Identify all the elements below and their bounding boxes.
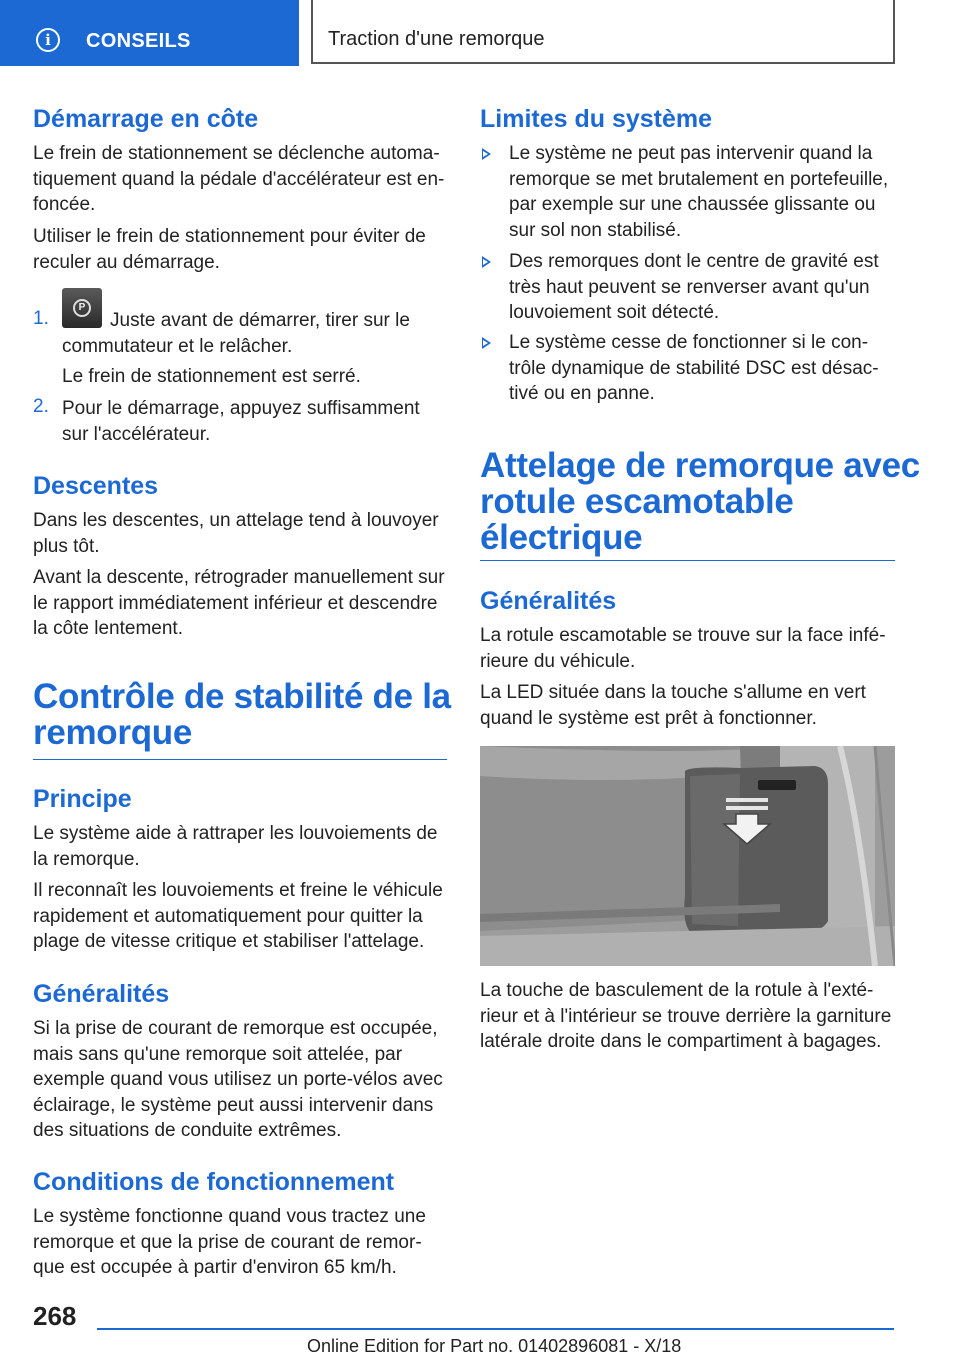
paragraph: Utiliser le frein de stationnement pour éviter de reculer au démarrage. [33,226,426,273]
paragraph: Si la prise de courant de remorque est occupée, mais sans qu'une remorque soit attelée, par exemple quand vous utilisez un porte-vélos avec éclairage, le système peut aussi intervenir dans des situations de conduite extrêmes. [33,1018,443,1142]
paragraph: Il reconnaît les louvoiements et freine le véhicule rapidement et automatiquement pour quitter la plage de vitesse critique et stabiliser l'attelage. [33,880,443,953]
heading-principe: Principe [33,785,132,813]
trunk-trim-photo [480,746,895,966]
info-icon: i [36,28,60,52]
paragraph: La touche de basculement de la rotule à l'exté‐ rieur et à l'intérieur se trouve derrière la garniture latérale droite dans le compartiment à bagages. [480,980,892,1053]
section-tab[interactable] [0,0,299,66]
section-tab-label: CONSEILS [86,30,191,52]
section-rule [33,759,447,760]
paragraph: La LED située dans la touche s'allume en vert quand le système est prêt à fonctionner. [480,682,866,729]
bullet-triangle-icon [482,256,491,268]
heading-generalites-right: Généralités [480,587,617,615]
paragraph: Avant la descente, rétrograder manuellement sur le rapport immédiatement inférieur et descendre la côte lentement. [33,567,445,640]
paragraph: La rotule escamotable se trouve sur la face infé‐ rieure du véhicule. [480,625,886,672]
heading-limites: Limites du système [480,105,713,133]
heading-attelage: Attelage de remorque avec rotule escamotable électrique [480,446,920,557]
step-text: commutateur et le relâcher. [62,336,293,357]
bullet-text: Le système ne peut pas intervenir quand la remorque se met brutalement en portefeuille, par exemple sur une chaussée glissante ou sur sol non stabilisé. [509,143,889,241]
step-number: 1. [33,308,49,329]
step-text: Juste avant de démarrer, tirer sur le [110,310,410,331]
step-text: Pour le démarrage, appuyez suffisamment sur l'accélérateur. [62,398,420,445]
heading-demarrage: Démarrage en côte [33,105,259,133]
paragraph: Le système aide à rattraper les louvoiements de la remorque. [33,823,438,870]
step-note: Le frein de stationnement est serré. [62,366,361,387]
bullet-text: Des remorques dont le centre de gravité est très haut peuvent se renverser avant qu'un louvoiement soit détecté. [509,251,879,324]
paragraph: Dans les descentes, un attelage tend à louvoyer plus tôt. [33,510,439,557]
footer-edition: Online Edition for Part no. 01402896081 - X/18 [307,1336,682,1356]
bullet-triangle-icon [482,148,491,160]
parking-brake-switch-icon: P [62,288,102,328]
heading-conditions: Conditions de fonctionnement [33,1168,395,1196]
chapter-header [311,0,895,64]
bullet-triangle-icon [482,337,491,349]
paragraph: Le frein de stationnement se déclenche automa‐ tiquement quand la pédale d'accélérateur est en‐ foncée. [33,143,445,216]
bullet-text: Le système cesse de fonctionner si le con‐ trôle dynamique de stabilité DSC est désac‐ tivé ou en panne. [509,332,879,405]
heading-generalites-left: Généralités [33,980,170,1008]
page-number: 268 [33,1301,77,1331]
paragraph: Le système fonctionne quand vous tractez une remorque et que la prise de courant de remor‐ que est occupée à partir d'environ 65 km/h. [33,1206,426,1279]
step-number: 2. [33,396,49,417]
chapter-title: Traction d'une remorque [328,28,545,50]
heading-descentes: Descentes [33,472,159,500]
heading-controle-stabilite: Contrôle de stabilité de la remorque [33,677,451,752]
section-rule [480,560,895,561]
footer-rule [97,1328,894,1330]
